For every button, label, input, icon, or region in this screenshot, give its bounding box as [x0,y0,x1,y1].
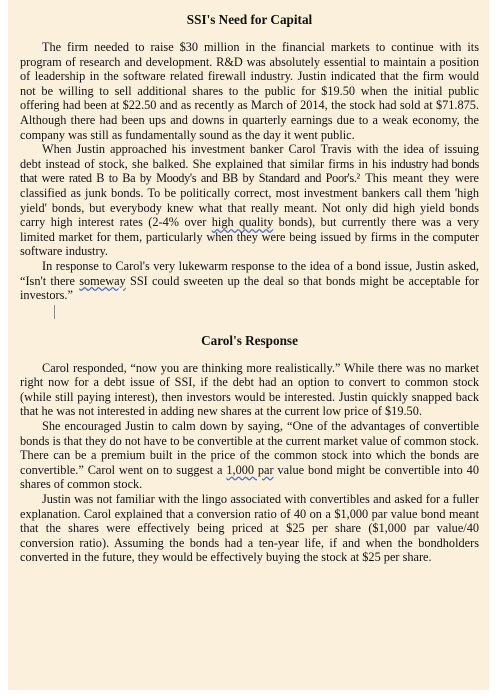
text-run: She encouraged Justin to calm down by saying, “One of the advantages of convertible bonds is that they do not have to be convertible at the current market value of common stock. There can be a premium built in the price of the common stock into which the bonds are convertible.” Carol went on to suggest a [20,419,479,477]
section-heading-need-for-capital: SSI's Need for Capital [186,12,313,27]
text-run: bonds), but currently there was a very limited market for them, particularly when they were being issued by firms in the computer software industry. [20,215,479,259]
paragraph: The firm needed to raise $30 million in the financial markets to continue with its program of research and development. R&D was absolutely essential to maintain a position of leadership in the software related firewall industry. Justin indicated that the firm would not be willing to sell additional shares to the public for $19.50 when the initial public offering had been at $22.50 and as recently as March of 2014, the stock had sold at $71.875. Although there had been ups and downs in quarterly earnings due to a weak economy, the company was still as fundamentally sound as the day it went public. [20,40,479,142]
spellcheck-underlined-text[interactable]: someway [79,273,126,288]
text-run: When Justin approached his investment banker Carol Travis with the idea of issuing debt instead of stock, she balked. She explained that similar firms in his [20,142,479,171]
paragraph: Carol responded, “now you are thinking more realistically.” While there was no market right now for a debt issue of SSI, if the debt had an option to convert to common stock (while still paying interest), then investors would be interested. Justin quickly snapped back that he was not interested in adding new shares at the current low price of $19.50. [20,360,479,419]
paragraph [20,419,479,492]
text-run: In response to Carol's very lukewarm response to the idea of a bond issue, Justin asked, “Isn't there [20,258,479,288]
text-run: industry had bonds that were rated B to Ba by Moody's and BB by Standard and Poor's.² [20,156,479,186]
paragraph [20,259,479,303]
document-page [8,0,489,690]
spellcheck-underlined-text[interactable]: high quality [211,215,274,230]
paragraph: Justin was not familiar with the lingo associated with convertibles and asked for a fuller explanation. Carol explained that a conversion ratio of 40 on a $1,000 par value bond meant that the shares were effectively being priced at $25 per share ($1,000 par value/40 conversion ratio). Assuming the bonds had a ten-year life, if and when the bondholders converted in the future, they would be effectively buying the stock at $25 per share. [20,492,479,565]
paragraph [20,142,479,259]
spellcheck-underlined-text[interactable]: 1,000 par [226,462,274,477]
section-heading-carols-response: Carol's Response [201,332,298,348]
text-cursor [54,305,55,319]
text-run: value bond might be convertible into 40 shares of common stock. [20,462,479,492]
text-run: SSI could sweeten up the deal so that bonds might be acceptable for investors.” [20,273,480,303]
text-run: This meant they were classified as junk bonds. To be politically correct, most investment bankers call them 'high yield' bonds, but everybody knew what that really meant. Not only did high yield bonds carry high interest rates (2-4% over [20,171,480,230]
